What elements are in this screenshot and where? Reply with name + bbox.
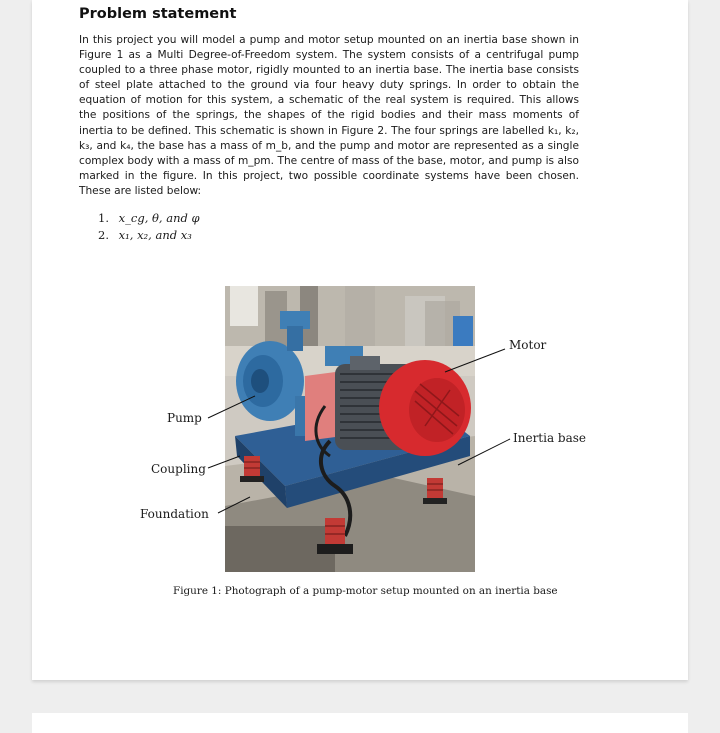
foundation-label: Foundation xyxy=(140,507,209,521)
coordinate-system-list xyxy=(98,210,200,244)
paragraph-line: marked in the figure. In this project, two possible coordinate systems have been chosen. xyxy=(79,169,579,182)
paragraph-line: of steel plate attached to the ground via four heavy duty springs. In order to obtain the xyxy=(79,79,579,92)
paragraph-line: complex body with a mass of m_pm. The centre of mass of the base, motor, and pump is also xyxy=(79,154,579,167)
paragraph-line: equation of motion for this system, a schematic of the real system is required. This allows xyxy=(79,94,579,107)
figure-caption: Figure 1: Photograph of a pump-motor setup mounted on an inertia base xyxy=(173,585,558,597)
list-text: x_cg, θ, and φ xyxy=(118,211,200,225)
paragraph-line: In this project you will model a pump and motor setup mounted on an inertia base shown in xyxy=(79,34,579,46)
list-text: x₁, x₂, and x₃ xyxy=(118,228,192,242)
paragraph-line: k₃, and k₄, the base has a mass of m_b, and the pump and motor are represented as a single xyxy=(79,139,579,152)
paragraph-line: the positions of the springs, the shapes of the rigid bodies and their mass moments of xyxy=(79,109,579,122)
inertia-base-label: Inertia base xyxy=(513,431,587,445)
list-number: 2. xyxy=(98,228,109,242)
paragraph-line: Figure 1 as a Multi Degree-of-Freedom system. The system consists of a centrifugal pump xyxy=(79,49,579,62)
spring xyxy=(244,456,260,478)
section-heading: Problem statement xyxy=(79,6,237,22)
paragraph-line: These are listed below: xyxy=(79,184,202,197)
paragraph-line: coupled to a three phase motor, rigidly mounted to an inertia base. The inertia base consists xyxy=(79,64,579,77)
spring xyxy=(325,518,345,546)
pump-motor-photo xyxy=(225,286,475,572)
next-page-edge xyxy=(32,713,688,733)
problem-paragraph xyxy=(79,33,579,199)
spring xyxy=(427,478,443,500)
list-item xyxy=(98,210,200,227)
paragraph-line: inertia to be defined. This schematic is shown in Figure 2. The four springs are labelled k₁, k₂, xyxy=(79,124,579,137)
pump-label: Pump xyxy=(167,411,202,425)
list-item xyxy=(98,227,200,244)
list-number: 1. xyxy=(98,211,109,225)
coupling-label: Coupling xyxy=(151,462,206,476)
motor-label: Motor xyxy=(509,338,547,352)
